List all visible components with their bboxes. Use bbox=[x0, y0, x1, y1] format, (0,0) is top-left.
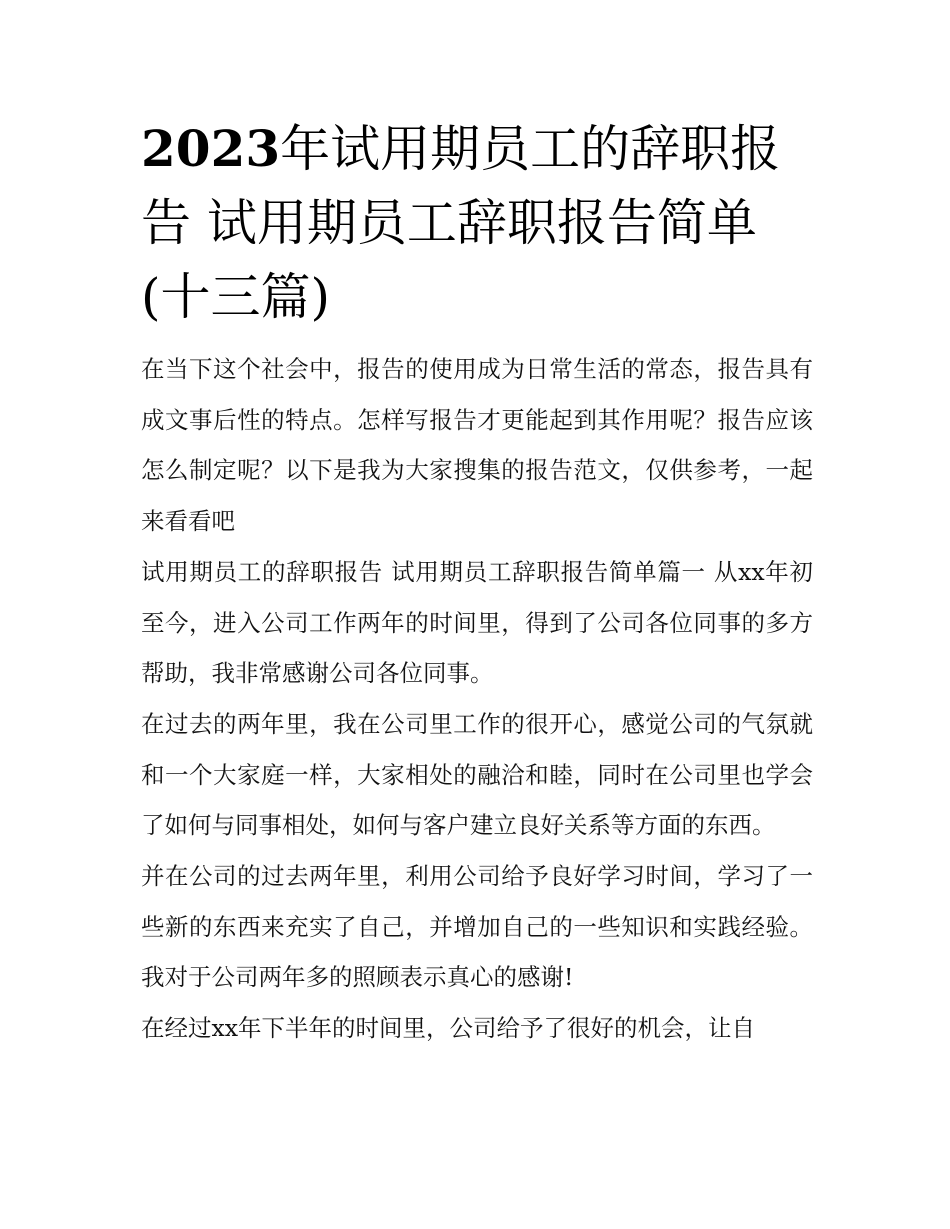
paragraph-1: 试用期员工的辞职报告 试用期员工辞职报告简单篇一 从xx年初至今，进入公司工作两年的时间里，得到了公司各位同事的多方帮助，我非常感谢公司各位同事。 bbox=[141, 557, 813, 688]
document-title bbox=[141, 112, 813, 334]
paragraph-3: 并在公司的过去两年里，利用公司给予良好学习时间，学习了一些新的东西来充实了自己，并增加自己的一些知识和实践经验。 我对于公司两年多的照顾表示真心的感谢! bbox=[141, 862, 813, 992]
paragraph-2: 在过去的两年里，我在公司里工作的很开心，感觉公司的气氛就和一个大家庭一样，大家相处的融洽和睦，同时在公司里也学会了如何与同事相处，如何与客户建立良好关系等方面的东西。 bbox=[141, 709, 813, 840]
paragraph-4: 在经过xx年下半年的时间里，公司给予了很好的机会，让自 bbox=[141, 1014, 756, 1043]
document-body bbox=[141, 344, 813, 1054]
title-text: 年试用期员工的辞职报告 试用期员工辞职报告简单(十三篇) bbox=[141, 120, 781, 326]
paragraph-intro: 在当下这个社会中，报告的使用成为日常生活的常态，报告具有成文事后性的特点。怎样写报告才更能起到其作用呢？报告应该怎么制定呢？以下是我为大家搜集的报告范文，仅供参考，一起来看看吧 bbox=[141, 355, 813, 536]
title-year: 2023 bbox=[141, 119, 281, 178]
document-content bbox=[141, 112, 813, 1054]
